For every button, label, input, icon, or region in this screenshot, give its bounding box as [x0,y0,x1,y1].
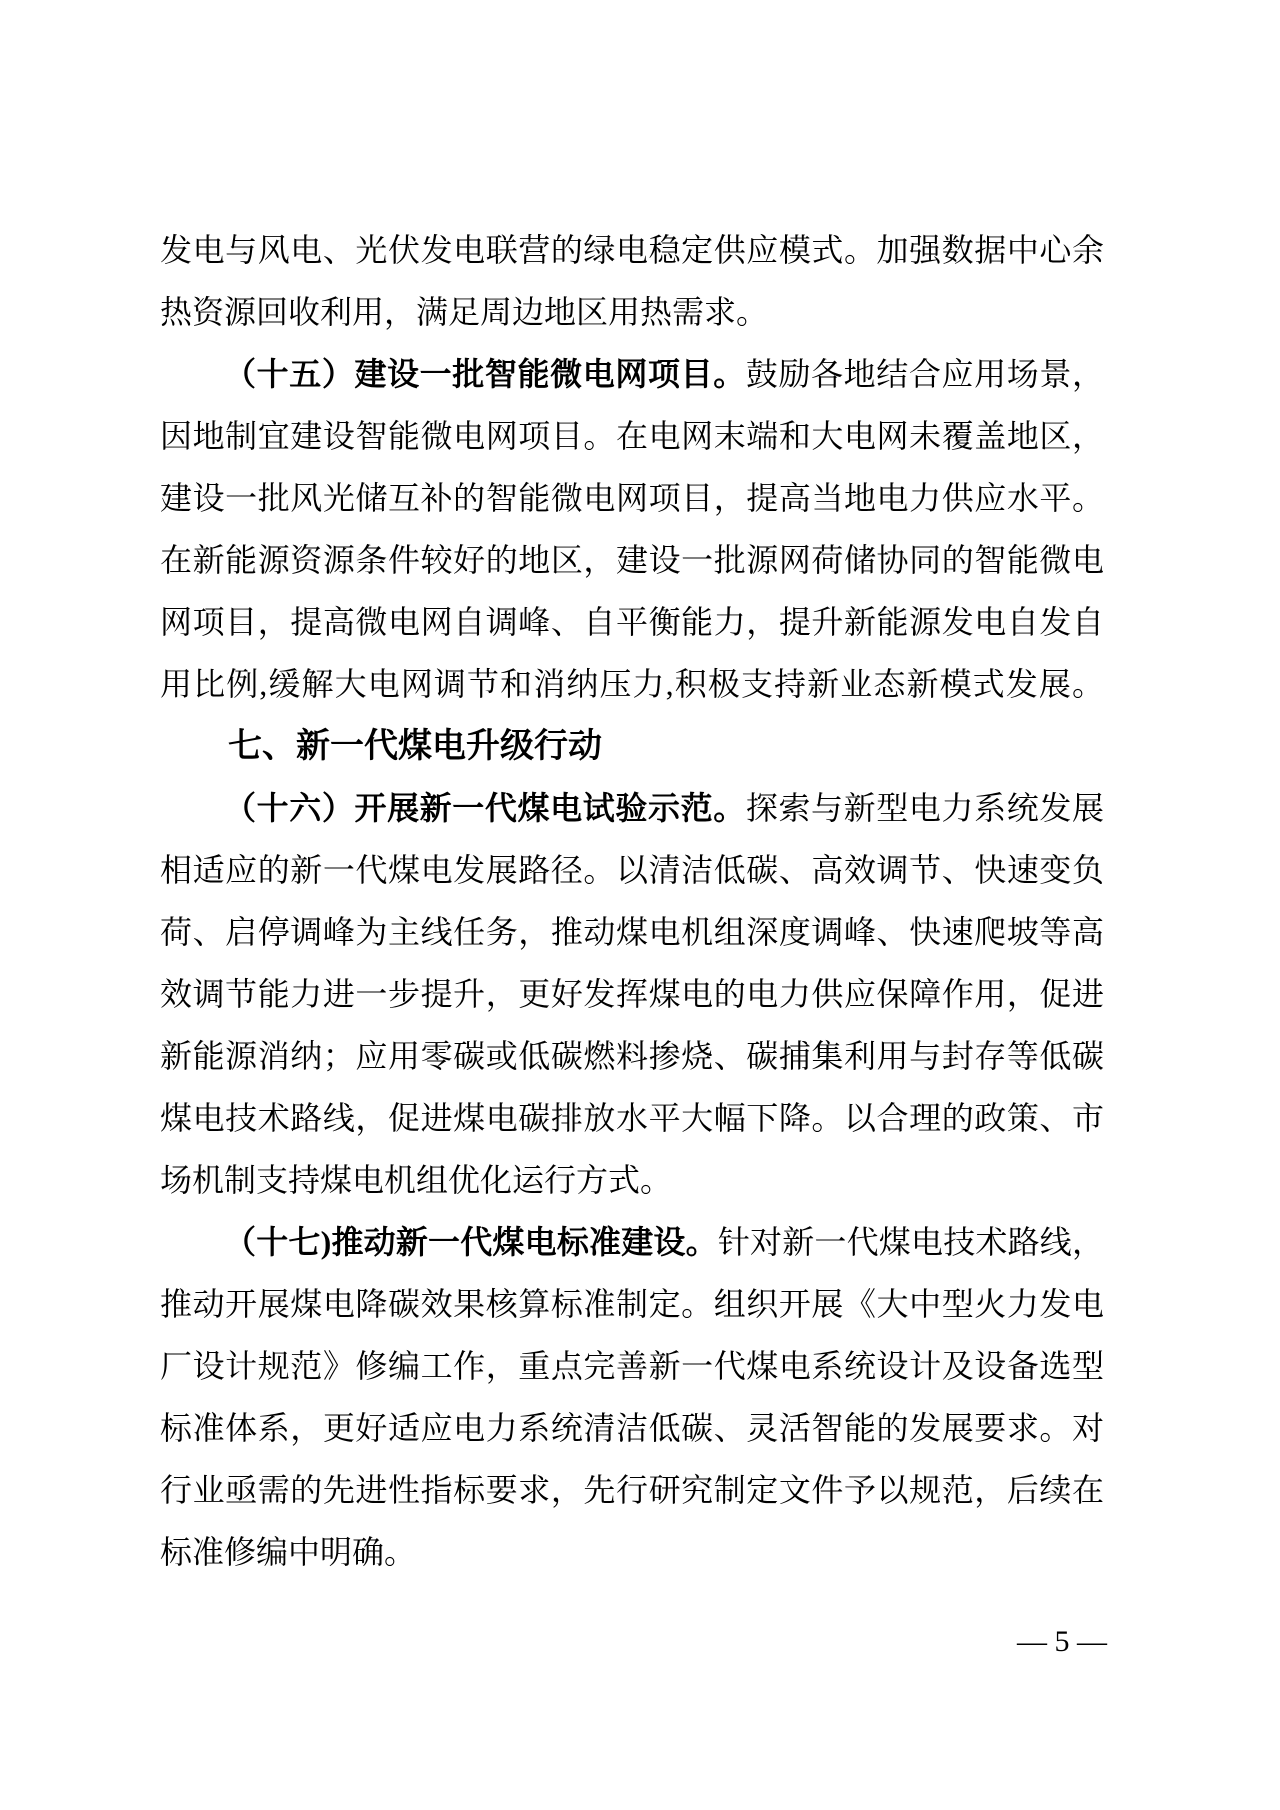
line-text: 推动开展煤电降碳效果核算标准制定。组织开展《大中型火力发电 [160,1286,1104,1322]
line-text: 标准修编中明确。 [160,1534,417,1570]
page-number: — 5 — [1017,1625,1107,1658]
text-line [160,1335,1104,1397]
line-text: 厂设计规范》修编工作，重点完善新一代煤电系统设计及设备选型 [160,1348,1104,1384]
line-text: 七、新一代煤电升级行动 [228,727,602,765]
line-text: 煤电技术路线，促进煤电碳排放水平大幅下降。以合理的政策、市 [160,1100,1104,1136]
text-line [160,529,1104,591]
text-line [160,1087,1104,1149]
text-line [160,1211,1104,1273]
text-line [160,1521,1104,1583]
text-line [160,405,1104,467]
paragraph-lead: （十五）建设一批智能微电网项目。 [224,356,746,392]
text-line [160,1149,1104,1211]
paragraph-lead: （十七)推动新一代煤电标准建设。 [224,1224,718,1260]
text-line [160,1459,1104,1521]
line-text: 荷、启停调峰为主线任务，推动煤电机组深度调峰、快速爬坡等高 [160,914,1104,950]
line-text: 发电与风电、光伏发电联营的绿电稳定供应模式。加强数据中心余 [160,232,1104,268]
text-line [160,343,1104,405]
line-text: 新能源消纳；应用零碳或低碳燃料掺烧、碳捕集利用与封存等低碳 [160,1038,1104,1074]
document-body [160,219,1104,1583]
line-text: 鼓励各地结合应用场景， [745,356,1104,392]
text-line [160,591,1104,653]
line-text: 热资源回收利用，满足周边地区用热需求。 [160,294,769,330]
text-line [160,839,1104,901]
line-text: 在新能源资源条件较好的地区，建设一批源网荷储协同的智能微电 [160,542,1104,578]
text-line [160,1025,1104,1087]
line-text: 建设一批风光储互补的智能微电网项目，提高当地电力供应水平。 [160,480,1104,516]
section-heading [160,715,1104,777]
line-text: 场机制支持煤电机组优化运行方式。 [160,1162,673,1198]
line-text: 用比例,缓解大电网调节和消纳压力,积极支持新业态新模式发展。 [160,666,1104,702]
text-line [160,219,1104,281]
text-line [160,653,1104,715]
line-text: 探索与新型电力系统发展 [745,790,1104,826]
line-text: 效调节能力进一步提升，更好发挥煤电的电力供应保障作用，促进 [160,976,1104,1012]
line-text: 标准体系，更好适应电力系统清洁低碳、灵活智能的发展要求。对 [160,1410,1104,1446]
line-text: 行业亟需的先进性指标要求，先行研究制定文件予以规范，后续在 [160,1472,1104,1508]
line-text: 因地制宜建设智能微电网项目。在电网末端和大电网未覆盖地区， [160,418,1104,454]
text-line [160,467,1104,529]
text-line [160,777,1104,839]
text-line [160,1397,1104,1459]
text-line [160,281,1104,343]
text-line [160,901,1104,963]
text-line [160,1273,1104,1335]
line-text: 针对新一代煤电技术路线， [717,1224,1104,1260]
line-text: 相适应的新一代煤电发展路径。以清洁低碳、高效调节、快速变负 [160,852,1104,888]
line-text: 网项目，提高微电网自调峰、自平衡能力，提升新能源发电自发自 [160,604,1104,640]
paragraph-lead: （十六）开展新一代煤电试验示范。 [224,790,746,826]
text-line [160,963,1104,1025]
